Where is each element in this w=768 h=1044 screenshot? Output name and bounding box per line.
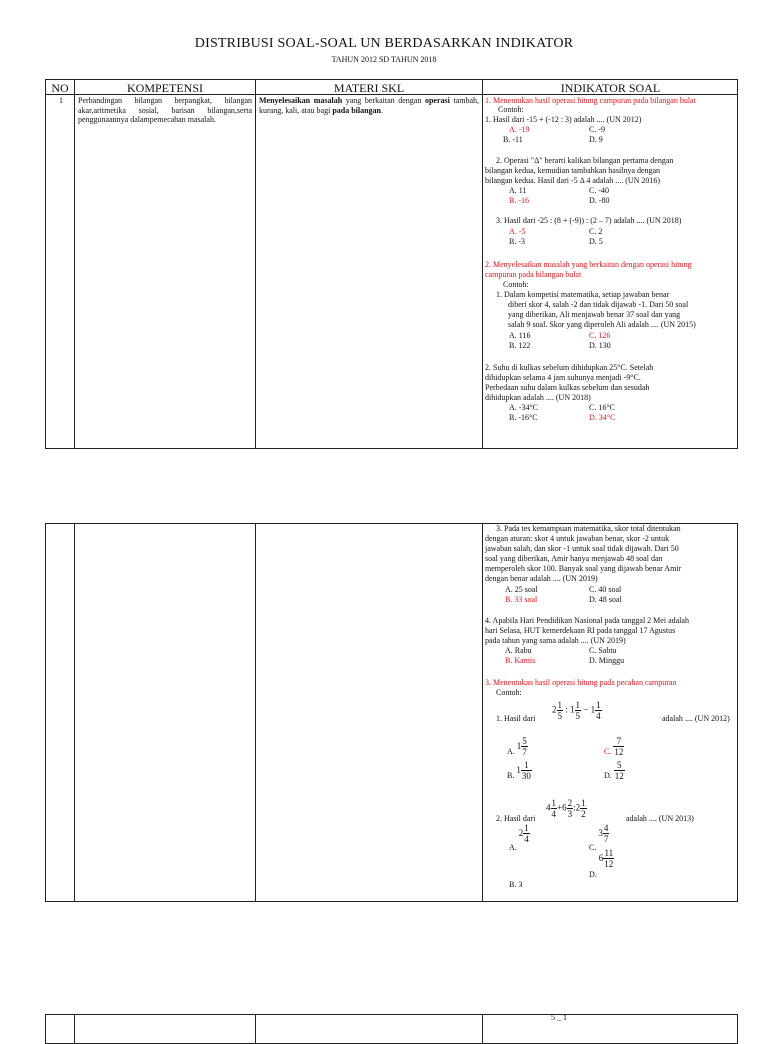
question-9-prefix: 2. Hasil dari xyxy=(496,814,536,823)
fraction-fragment: 5 _ 1 xyxy=(551,1013,567,1022)
q1-option-d: D. 9 xyxy=(589,135,603,144)
indicator-2-line-1: 2. Menyelesaikan masalah yang berkaitan dengan operasi hitung xyxy=(485,260,692,269)
question-2-line-1: 2. Operasi "Δ" berarti kalikan bilangan pertama dengan xyxy=(496,156,674,165)
materi-bold-1: Menyelesaikan masalah xyxy=(259,96,343,105)
q1-option-b: B. -11 xyxy=(503,135,523,144)
question-7-line-3: pada tahun yang sama adalah .... (UN 2019) xyxy=(485,636,626,645)
contoh-label: Contoh: xyxy=(498,105,524,114)
materi-text-1: yang berkaitan dengan xyxy=(342,96,425,105)
q1-option-c: C. -9 xyxy=(589,125,605,134)
q6-option-a: A. 25 soal xyxy=(505,585,538,594)
contoh-label: Contoh: xyxy=(503,280,529,289)
q8-option-d: D. $\frac{5}{12}$ xyxy=(604,760,624,781)
header-no: NO xyxy=(51,81,69,95)
materi-text-2: tambah, kurang, kali, atau bagi xyxy=(259,96,480,115)
materi-bold-2: operasi xyxy=(424,96,450,105)
kompetensi-text: Perbandingan bilangan berpangkat, bilangan akar,aritmetika sosial, barisan bilangan,serta penggunaannya dalampemecahan masalah. xyxy=(78,96,252,125)
materi-text-3: . xyxy=(381,105,384,115)
indicator-1: 1. Menentukan hasil operasi hitung campuran pada bilangan bulat xyxy=(485,96,696,105)
contoh-label: Contoh: xyxy=(496,688,522,697)
q8-option-a: A. 1 $\frac{5}{7}$ xyxy=(507,736,527,757)
question-8-suffix: adalah .... (UN 2012) xyxy=(662,714,730,723)
question-6-line-3: jawaban salah, dan skor -1 untuk soal tidak dijawab. Dari 50 xyxy=(485,544,679,553)
question-7-line-1: 4. Apabila Hari Pendidikan Nasional pada tanggal 2 Mei adalah xyxy=(485,616,689,625)
document-subtitle: TAHUN 2012 SD TAHUN 2018 xyxy=(331,55,437,64)
question-5-line-3: Perbedaan suhu dalam kulkas sebelum dan sesudah xyxy=(485,383,650,392)
question-1: 1. Hasil dari -15 + (-12 : 3) adalah .... (UN 2012) xyxy=(485,115,642,124)
q9-option-d: D. 6 $\frac{11}{12}$ xyxy=(589,848,614,879)
question-5-line-1: 2. Suhu di kulkas sebelum dihidupkan 25°C. Setelah xyxy=(485,363,654,372)
q1-option-a: A. -19 xyxy=(509,125,530,134)
q6-option-d: D. 48 soal xyxy=(589,595,622,604)
q2-option-a: A. 11 xyxy=(509,186,527,195)
q6-option-b: B. 33 soal xyxy=(505,595,538,604)
fraction-expression: 2 $\frac{1}{5}$ : 1 $\frac{1}{5}$ − 1 $\frac{1}{4}$ xyxy=(552,700,601,721)
q9-option-c: C. 3 $\frac{4}{7}$ xyxy=(589,823,609,852)
q4-option-a: A. 116 xyxy=(509,331,531,340)
q8-option-b: B. 1 $\frac{1}{30}$ xyxy=(507,760,531,781)
q5-option-c: C. 16°C xyxy=(589,403,615,412)
indicator-3: 3. Menentukan hasil operasi hitung pada pecahan campuran xyxy=(485,678,677,687)
q2-option-c: C. -40 xyxy=(589,186,609,195)
q6-option-c: C. 40 soal xyxy=(589,585,622,594)
q7-option-c: C. Sabtu xyxy=(589,646,617,655)
table-page-1 xyxy=(45,79,738,449)
header-kompetensi: KOMPETENSI xyxy=(126,81,203,95)
question-6-line-2: dengan aturan: skor 4 untuk jawaban benar, skor -2 untuk xyxy=(485,534,670,543)
q3-option-d: D. 5 xyxy=(589,237,603,246)
question-4-line-1: 1. Dalam kompetisi matematika, setiap jawaban benar xyxy=(496,290,670,299)
question-6-line-5: memperoleh skor 100. Banyak soal yang dijawab benar Amir xyxy=(485,564,682,573)
header-indikator: INDIKATOR SOAL xyxy=(560,81,661,95)
question-4-line-2: diberi skor 4, salah -2 dan tidak dijawab -1. Dari 50 soal xyxy=(508,300,689,309)
question-6-line-6: dengan benar adalah .... (UN 2019) xyxy=(485,574,598,583)
q4-option-d: D. 130 xyxy=(589,341,611,350)
question-6-line-1: 3. Pada tes kemampuan matematika, skor total ditentukan xyxy=(496,524,681,533)
q9-option-a: A. 2 $\frac{1}{4}$ xyxy=(509,823,529,852)
q9-option-b: B. 3 xyxy=(509,880,523,889)
materi-bold-3: pada bilangan xyxy=(332,105,382,115)
q7-option-b: B. Kamis xyxy=(505,656,536,665)
indicator-2-line-2: campuran pada bilangan bulat xyxy=(485,270,582,279)
q5-option-b: B. -16°C xyxy=(509,413,538,422)
question-5-line-2: dihidupkan selama 4 jam suhunya menjadi -9°C. xyxy=(485,373,641,382)
question-3: 3. Hasil dari -25 : (8 + (-9)) : (2 – 7) adalah .... (UN 2018) xyxy=(496,216,682,225)
table-page-2 xyxy=(45,523,738,902)
header-materi: MATERI SKL xyxy=(333,81,405,95)
question-9-suffix: adalah .... (UN 2013) xyxy=(626,814,694,823)
document-title: DISTRIBUSI SOAL-SOAL UN BERDASARKAN INDIKATOR xyxy=(194,36,574,51)
q4-option-c: C. 126 xyxy=(589,331,611,340)
q3-option-a: A. -5 xyxy=(509,227,526,236)
question-6-line-4: soal yang diberikan, Amir hanya menjawab 48 soal dan xyxy=(485,554,663,563)
question-5-line-4: dihidupkan adalah .... (UN 2018) xyxy=(485,393,591,402)
question-8-prefix: 1. Hasil dari xyxy=(496,714,536,723)
q7-option-d: D. Minggu xyxy=(589,656,625,665)
q2-option-b: B. -16 xyxy=(509,196,529,205)
table-page-3 xyxy=(45,1014,738,1044)
q2-option-d: D. -80 xyxy=(589,196,610,205)
q3-option-b: B. -3 xyxy=(509,237,525,246)
question-4-line-3: yang diberikan, Ali menjawab benar 37 soal dan yang xyxy=(508,310,681,319)
q5-option-d: D. 34°C xyxy=(589,413,616,422)
q3-option-c: C. 2 xyxy=(589,227,603,236)
question-7-line-2: hari Selasa, HUT kemerdekaan RI pada tanggal 17 Agustus xyxy=(485,626,676,635)
q5-option-a: A. -34°C xyxy=(509,403,538,412)
question-2-line-3: bilangan kedua. Hasil dari -5 Δ 4 adalah .... (UN 2016) xyxy=(485,176,661,185)
q8-option-c: C. $\frac{7}{12}$ xyxy=(604,736,624,757)
row-number: 1 xyxy=(59,96,63,105)
materi-text xyxy=(259,96,479,115)
q7-option-a: A. Rabu xyxy=(505,646,532,655)
question-2-line-2: bilangan kedua, kemudian tambahkan hasilnya dengan xyxy=(485,166,661,175)
fraction-expression: 4 $\frac{1}{4}$ +6 $\frac{2}{3}$ :2 $\frac{1}{2}$ xyxy=(546,798,586,819)
question-4-line-4: salah 9 soal. Skor yang diperoleh Ali adalah .... (UN 2015) xyxy=(508,320,696,329)
q4-option-b: B. 122 xyxy=(509,341,531,350)
